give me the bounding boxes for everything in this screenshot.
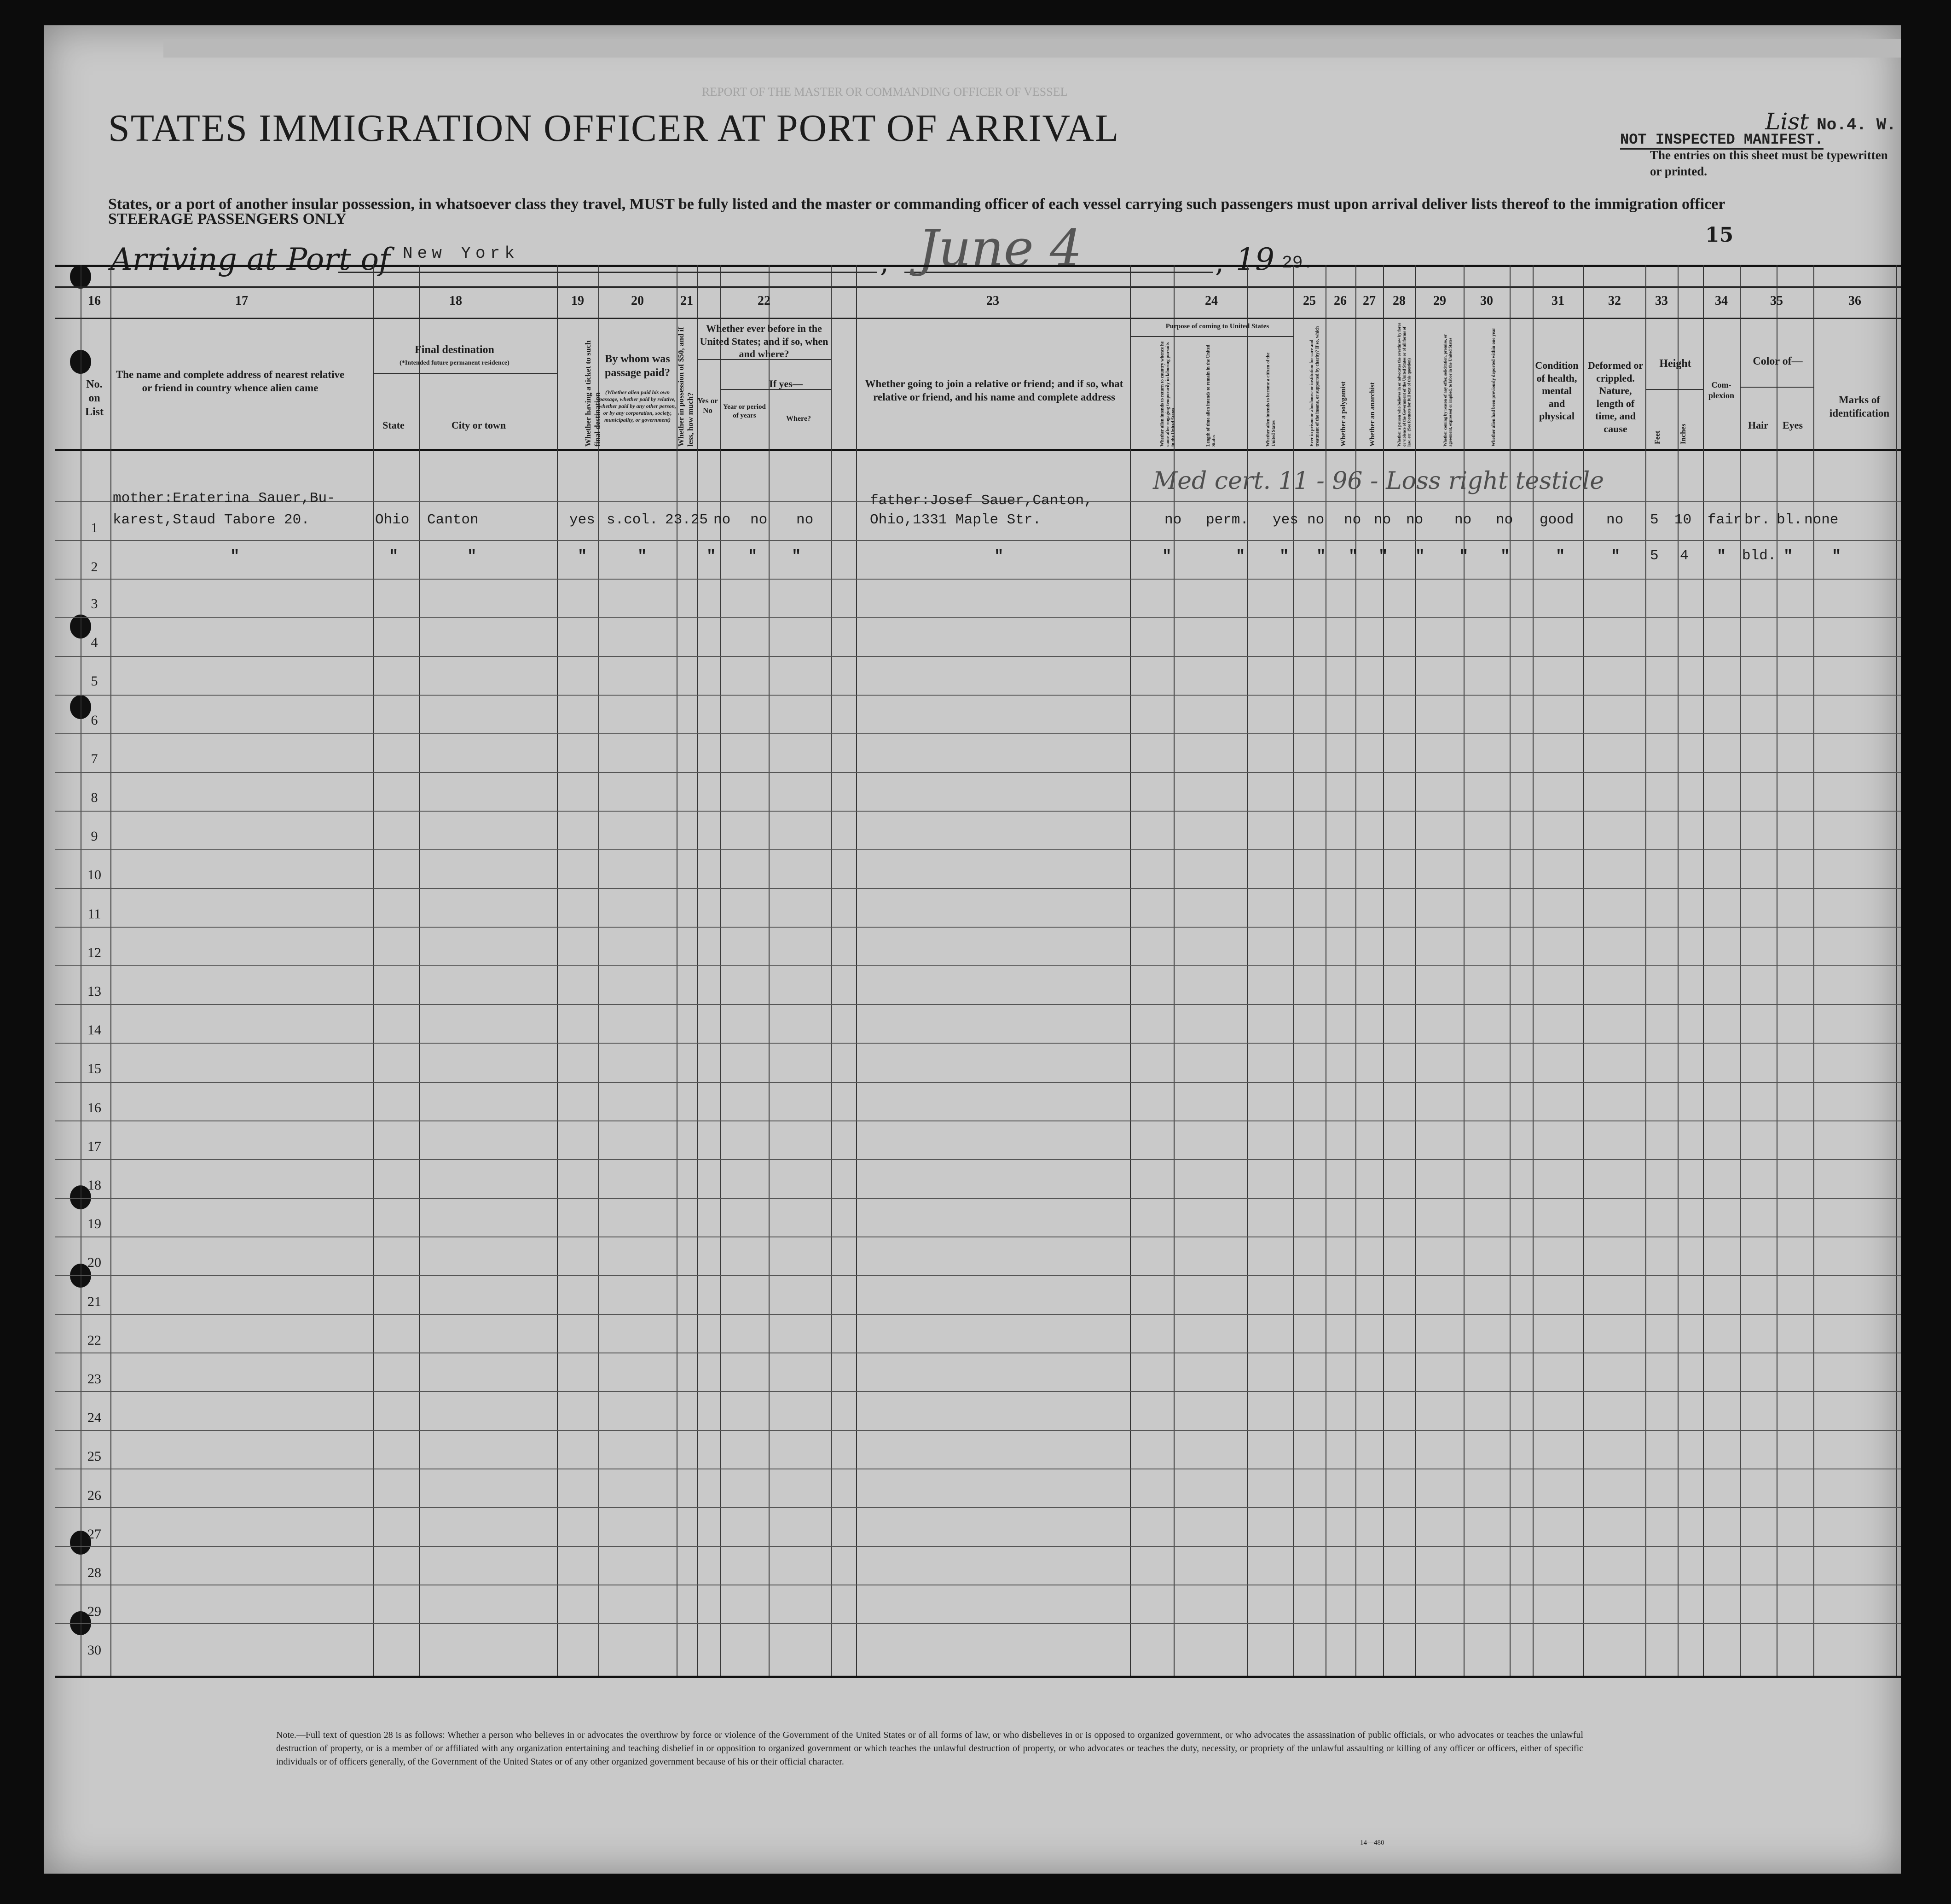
prison-value: no <box>1307 512 1325 528</box>
hdr-33: Height <box>1659 358 1691 370</box>
list-number: No.4. W. <box>1817 116 1896 134</box>
row-number: 22 <box>87 1332 101 1348</box>
list-label: List <box>1765 108 1809 135</box>
hdr-21: Whether in possession of $50, and if less, how much? <box>677 327 695 447</box>
manifest-table <box>55 265 1901 1685</box>
ditto-mark: " <box>389 548 399 565</box>
row-rule <box>55 1043 1901 1044</box>
hdr-24: Purpose of coming to United States <box>1165 323 1269 330</box>
row-rule <box>55 1159 1901 1160</box>
ditto-mark: " <box>1279 548 1289 565</box>
column-rule <box>769 265 770 1676</box>
port-name: New York <box>403 244 519 263</box>
hdr-18-state: State <box>382 419 405 431</box>
ditto-mark: " <box>1611 548 1621 565</box>
row-number: 5 <box>91 673 98 689</box>
column-rule <box>720 265 721 1676</box>
row-number: 21 <box>87 1294 101 1309</box>
hdr-28: Whether a person who believes in or advocates the overthrow by force or violence of the Government of the United States or of all forms of law, etc. (See footnote for full text of this question) <box>1397 322 1412 447</box>
ditto-mark: " <box>1378 548 1388 565</box>
column-rule <box>1896 265 1897 1676</box>
column-number: 32 <box>1608 294 1621 308</box>
not-inspected-stamp: NOT INSPECTED MANIFEST. <box>1620 131 1824 150</box>
ditto-mark: " <box>1717 548 1726 565</box>
hdr-22-where: Where? <box>786 415 811 423</box>
anarchist-value: no <box>1374 512 1391 528</box>
column-rule <box>1678 265 1679 1676</box>
row-number: 10 <box>87 867 101 883</box>
row-rule <box>55 1546 1901 1547</box>
hdr-18-city: City or town <box>451 419 506 431</box>
comma: , <box>880 246 889 279</box>
passage-value: s.col. <box>607 512 658 528</box>
table-bottom-border <box>55 1676 1901 1678</box>
column-rule <box>1130 265 1131 1676</box>
comma: , <box>1215 246 1224 279</box>
hdr-34: Com-plexion <box>1708 380 1734 400</box>
typewritten-note: The entries on this sheet must be typewritten or printed. <box>1650 148 1888 179</box>
row-number: 28 <box>87 1565 101 1580</box>
health-value: good <box>1540 512 1574 528</box>
row-rule <box>55 849 1901 850</box>
ditto-mark: " <box>1459 548 1469 565</box>
hdr-20-sub: (Whether alien paid his own passage, whether paid by relative, whether paid by any other person, or by any corporation, society, municipality, or government) <box>598 389 676 423</box>
ditto-mark: " <box>1783 548 1793 565</box>
hdr-22: Whether ever before in the United States; and if so, when and where? <box>700 323 828 360</box>
steerage-label: STEERAGE PASSENGERS ONLY <box>108 210 347 227</box>
arriving-label: Arriving at Port of <box>110 242 390 277</box>
column-number: 16 <box>88 294 101 308</box>
footnote: Note.—Full text of question 28 is as follows: Whether a person who believes in or advocates the overthrow by force or violence of the Government of the United States or of all forms of law, or who disbelieves in or is opposed to organized government, or who advocates the assassination of public officials, or who advocates or teaches the unlawful destruction of property, or is a member of or affiliated with any organization entertaining and teaching disbelief in or opposition to organized government or which teaches the unlawful destruction of property, or who advocates or teaches the duty, necessity, or propriety of the unlawful assaulting or killing of any officer or officers, either of specific individuals or of officers generally, of the Government of the United States or of any other organized government because of his or their official character. <box>276 1730 1583 1767</box>
row-number: 3 <box>91 596 98 611</box>
column-number: 25 <box>1303 294 1316 308</box>
row-rule <box>55 1391 1901 1392</box>
feet-value: 5 <box>1650 548 1659 564</box>
ditto-mark: " <box>994 548 1004 565</box>
hdr-22-years: Year or period of years <box>723 403 766 419</box>
row-number: 27 <box>87 1526 101 1542</box>
inches-value: 10 <box>1674 512 1692 528</box>
row-rule <box>55 1275 1901 1276</box>
row-rule <box>55 617 1901 618</box>
subheader-rule <box>373 373 557 374</box>
hdr-19: Whether having a ticket to such final destination <box>584 340 602 447</box>
column-number: 30 <box>1480 294 1493 308</box>
column-rule <box>1813 265 1814 1676</box>
hdr-18-sub: (*Intended future permanent residence) <box>399 360 509 366</box>
ditto-mark: " <box>1415 548 1425 565</box>
column-number: 23 <box>986 294 999 308</box>
row-number: 12 <box>87 945 101 960</box>
column-number: 26 <box>1334 294 1347 308</box>
hdr-35: Color of— <box>1753 355 1803 367</box>
return-value: no <box>1164 512 1182 528</box>
money-value: 23.25 <box>665 512 708 528</box>
row-rule <box>55 927 1901 928</box>
column-rule <box>1645 265 1646 1676</box>
hdr-36: Marks of identification <box>1829 394 1890 419</box>
row-number: 4 <box>91 635 98 650</box>
column-rule <box>831 265 832 1676</box>
column-rule <box>419 265 420 1676</box>
hdr-32: Deformed or crippled. Nature, length of time, and cause <box>1587 360 1644 435</box>
row-number: 30 <box>87 1643 101 1658</box>
hdr-35-hair: Hair <box>1748 419 1768 431</box>
hdr-35-eyes: Eyes <box>1783 419 1803 431</box>
ditto-mark: " <box>1236 548 1245 565</box>
column-number: 19 <box>571 294 584 308</box>
ditto-mark: " <box>1162 548 1172 565</box>
column-number: 35 <box>1770 294 1783 308</box>
column-rule <box>697 265 698 1676</box>
row-number: 17 <box>87 1138 101 1154</box>
row-number: 25 <box>87 1449 101 1464</box>
hdr-31: Condition of health, mental and physical <box>1535 360 1579 422</box>
row-rule <box>55 811 1901 812</box>
row-rule <box>55 888 1901 889</box>
hdr-30: Whether alien had been previously deported within one year <box>1491 328 1496 447</box>
column-rule <box>1703 265 1704 1676</box>
offer-value: no <box>1454 512 1472 528</box>
row-number: 7 <box>91 751 98 766</box>
row-rule <box>55 1120 1901 1121</box>
page-edge <box>163 39 1901 58</box>
q28-value: no <box>1406 512 1424 528</box>
relative-address-line2: karest,Staud Tabore 20. <box>113 512 310 528</box>
column-rule <box>373 265 374 1676</box>
column-number: 22 <box>758 294 770 308</box>
row-number: 11 <box>87 906 101 922</box>
join-address-line2: Ohio,1331 Maple Str. <box>870 512 1042 528</box>
before-value: no <box>713 512 731 528</box>
column-rule <box>856 265 857 1676</box>
column-rule <box>598 265 599 1676</box>
row-rule <box>55 1004 1901 1005</box>
row-number: 6 <box>91 712 98 728</box>
column-rule <box>557 265 558 1676</box>
destination-city: Canton <box>427 512 479 528</box>
row-rule <box>55 772 1901 773</box>
column-number: 24 <box>1205 294 1218 308</box>
ditto-mark: " <box>1556 548 1565 565</box>
row-rule <box>55 656 1901 657</box>
row-rule <box>55 733 1901 734</box>
hdr-27: Whether an anarchist <box>1369 382 1376 447</box>
form-number: 14—480 <box>1360 1839 1384 1846</box>
row-number: 29 <box>87 1604 101 1620</box>
hdr-25: Ever in prison or almshouse or institution for care and treatment of the insane, or supported by charity? If so, which <box>1309 326 1320 447</box>
feet-value: 5 <box>1650 512 1659 528</box>
subheader-rule <box>1130 336 1293 337</box>
year-suffix: 29. <box>1282 253 1314 273</box>
deported-value: no <box>1496 512 1513 528</box>
row-number: 1 <box>91 520 98 535</box>
hdr-24c: Whether alien intends to become a citizen of the United States <box>1266 352 1276 447</box>
row-rule <box>55 1507 1901 1508</box>
row-number: 8 <box>91 790 98 805</box>
row-number: 9 <box>91 829 98 844</box>
marks-value: none <box>1804 512 1839 528</box>
row-rule <box>55 579 1901 580</box>
row-number: 20 <box>87 1255 101 1271</box>
row-number: 16 <box>87 1100 101 1115</box>
row-number: 18 <box>87 1178 101 1193</box>
row-number: 26 <box>87 1487 101 1503</box>
header-top-line <box>55 318 1901 319</box>
relative-address-line1: mother:Eraterina Sauer,Bu- <box>113 490 336 506</box>
citizen-value: yes <box>1273 512 1298 528</box>
ditto-mark: " <box>792 548 801 565</box>
row-number: 13 <box>87 984 101 999</box>
hdr-18: Final destination <box>415 344 494 356</box>
handwritten-annotation: Med cert. 11 - 96 - Loss right testicle <box>1153 467 1604 495</box>
hdr-17: The name and complete address of nearest relative or friend in country whence alien came <box>116 369 345 394</box>
hdr-33-inches: Inches <box>1679 424 1687 444</box>
column-number: 21 <box>680 294 693 308</box>
row-number: 19 <box>87 1216 101 1232</box>
column-rule <box>110 265 111 1676</box>
polygamist-value: no <box>1344 512 1361 528</box>
column-number: 28 <box>1393 294 1406 308</box>
hdr-22-yesno: Yes or No <box>697 396 718 415</box>
hdr-23: Whether going to join a relative or friend; and if so, what relative or friend, and his name and complete address <box>865 378 1123 403</box>
hair-value: bld. <box>1742 548 1777 564</box>
row-rule <box>55 1430 1901 1431</box>
row-rule <box>55 1198 1901 1199</box>
ditto-mark: " <box>230 548 240 565</box>
row-rule <box>55 1082 1901 1083</box>
column-number: 20 <box>631 294 644 308</box>
row-rule <box>55 695 1901 696</box>
column-number: 27 <box>1363 294 1376 308</box>
column-number: 18 <box>449 294 462 308</box>
hdr-20: By whom was passage paid? <box>604 353 671 379</box>
ticket-value: yes <box>569 512 595 528</box>
eyes-value: bl. <box>1777 512 1802 528</box>
hdr-26: Whether a polygamist <box>1340 381 1347 447</box>
column-number: 36 <box>1848 294 1861 308</box>
bleedthrough-text: REPORT OF THE MASTER OR COMMANDING OFFICER OF VESSEL <box>702 85 1068 99</box>
handwritten-date: June 4 <box>918 219 1082 278</box>
ditto-mark: " <box>1832 548 1841 565</box>
deformed-value: no <box>1606 512 1624 528</box>
table-top-border <box>55 265 1901 267</box>
ditto-mark: " <box>1316 548 1326 565</box>
ditto-mark: " <box>578 548 587 565</box>
where-value: no <box>796 512 814 528</box>
sheet-number: 15 <box>1705 223 1734 247</box>
hdr-24b: Length of time alien intends to remain in the United States <box>1206 344 1216 447</box>
ditto-mark: " <box>706 548 716 565</box>
inches-value: 4 <box>1680 548 1689 564</box>
row-number: 14 <box>87 1022 101 1038</box>
destination-state: Ohio <box>375 512 410 528</box>
ditto-mark: " <box>637 548 647 565</box>
header-bottom-line <box>55 449 1901 451</box>
length-value: perm. <box>1206 512 1249 528</box>
row-rule <box>55 540 1901 541</box>
join-address-line1: father:Josef Sauer,Canton, <box>870 493 1093 509</box>
row-rule <box>55 965 1901 966</box>
column-number: 29 <box>1433 294 1446 308</box>
column-rule <box>1740 265 1741 1676</box>
row-rule <box>55 1623 1901 1624</box>
subheader-rule <box>1645 389 1703 390</box>
page-title: STATES IMMIGRATION OFFICER AT PORT OF ARRIVAL <box>108 107 1120 150</box>
row-number: 23 <box>87 1371 101 1387</box>
col-number-line <box>55 286 1901 288</box>
column-number: 31 <box>1552 294 1564 308</box>
ditto-mark: " <box>467 548 477 565</box>
row-number: 24 <box>87 1410 101 1426</box>
manifest-sheet <box>44 25 1901 1874</box>
row-number: 2 <box>91 559 98 575</box>
ditto-mark: " <box>748 548 758 565</box>
subheader-rule <box>1740 387 1813 388</box>
hair-value: br. <box>1744 512 1770 528</box>
row-rule <box>55 1314 1901 1315</box>
ditto-mark: " <box>1500 548 1510 565</box>
hdr-33-feet: Feet <box>1654 430 1662 444</box>
column-number: 34 <box>1715 294 1728 308</box>
column-number: 17 <box>235 294 248 308</box>
column-number: 33 <box>1655 294 1668 308</box>
hdr-29: Whether coming by reason of any offer, solicitation, promise, or agreement, expressed or implied, to labor in the United States <box>1443 334 1453 447</box>
row-number: 15 <box>87 1061 101 1077</box>
hdr-24a: Whether alien intends to return to country whence he came after engaging temporarily in laboring pursuits in the United States <box>1160 341 1176 447</box>
complexion-value: fair <box>1708 512 1742 528</box>
years-value: no <box>750 512 768 528</box>
hdr-no-on-list: No. on List <box>85 378 104 418</box>
notice-text: States, or a port of another insular possession, in whatsoever class they travel, MUST be fully listed and the master or commanding officer of each vessel carrying such passengers must upon arrival deliver lists thereof to the immigration officer <box>108 196 1725 213</box>
hdr-22-ifyes: If yes— <box>769 378 803 389</box>
year-prefix: 19 <box>1236 242 1274 277</box>
ditto-mark: " <box>1349 548 1358 565</box>
row-rule <box>55 1236 1901 1237</box>
